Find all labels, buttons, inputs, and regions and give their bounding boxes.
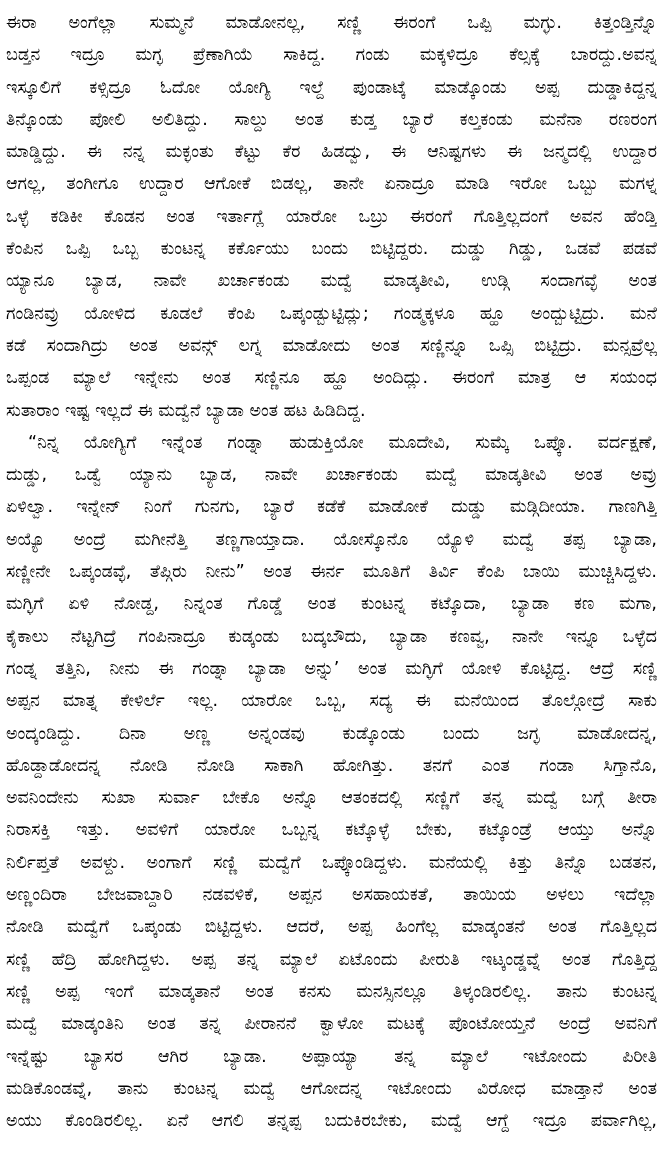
text-line: ಬಡ್ತನ ಇದ್ರೂ ಮಗ್ಳ ಪ್ರೆಣಾಗಿಯೆ ಸಾಕಿದ್ದ. ಗಂಡು ಮಕ್ಕಳಿದ್ರೂ ಕೆಲ್ಸಕ್ಕೆ ಬಾರದ್ದು.ಅವನ್ನ (6, 45, 657, 66)
text-line: ಮಡಿಕೊಂಡವ್ನೆ, ತಾನು ಕುಂಟನ್ನ ಮದ್ವೆ ಆಗೋದನ್ನ ಇಟೋಂದು ವಿರೋಧ ಮಾಡ್ತಾನೆ ಅಂತ (6, 1078, 657, 1099)
text-line: ಏಳಿಲ್ವಾ. ಇನ್ನೇನ್ ನಿಂಗೆ ಗುನಗು, ಬ್ಯಾರೆ ಕಡೆಕೆ ಮಾಡೋಕೆ ದುಡ್ಡು ಮಡ್ಗಿದೀಯಾ. ಗಾಣಗಿತ್ತಿ (6, 497, 657, 518)
text-line: ಕೆಂಪಿನ ಒಪ್ಪಿ ಒಬ್ಬ ಕುಂಟನ್ನ ಕರ್ಕೊಯು ಬಂದು ಬಿಟ್ಟಿದ್ದರು. ದುಡ್ಡು ಗಿಡ್ಡು, ಒಡವೆ ಪಡವೆ (6, 239, 657, 260)
text-line: ಇನ್ನೆಷ್ಟು ಬ್ಯಾಸರ ಆಗಿರ ಬ್ಯಾಡಾ. ಅಪ್ಪಾಯ್ಯಾ ತನ್ನ ಮ್ಯಾಲೆ ಇಟೋಂದು ಪಿರೀತಿ (6, 1046, 657, 1067)
text-line: ಆಗಲ್ಲ, ತಂಗೀಗೂ ಉದ್ದಾರ ಆಗೋಕೆ ಬಿಡಲ್ಲ, ತಾನೇ ಏನಾದ್ರೂ ಮಾಡಿ ಇರೋ ಒಬ್ಬು ಮಗಳ್ನ (6, 174, 657, 195)
text-line: ಅಪ್ಪನ ಮಾತ್ನ ಕೇಳಿರ್ಲೆ ಇಲ್ಲ. ಯಾರೋ ಒಬ್ಬ, ಸದ್ಯ ಈ ಮನೆಯಿಂದ ತೊಲ್ಗೋದ್ರೆ ಸಾಕು (6, 691, 657, 712)
text-line: ಮದ್ವೆ ಮಾಡ್ಕಂತಿನಿ ಅಂತ ತನ್ನ ಪೀರಾನನೆ ಕ್ವಾಳೋ ಮಟಕ್ಕೆ ಪೊಂಟೋಯ್ತನೆ ಅಂದ್ರೆ ಅವನಿಗೆ (6, 1014, 657, 1035)
kannada-text-body (6, 7, 657, 1170)
text-line: ಒಪ್ಪಂಡ ಮ್ಯಾಲೆ ಇನ್ನೇನು ಅಂತ ಸಣ್ಣಿನೂ ಹ್ಹೂ ಅಂದಿದ್ಲು. ಈರಂಗೆ ಮಾತ್ರ ಆ ಸಯಂಧ (6, 368, 657, 389)
text-line: ಇಸ್ಕೂಲಿಗೆ ಕಳ್ಸಿದ್ರೂ ಓದೋ ಯೋಗ್ಯಿ ಇಲ್ದೆ ಪುಂಡಾಟ್ಕೆ ಮಾಡ್ಕೊಂಡು ಅಪ್ಪ ದುಡ್ಡಾಕಿದ್ದನ್ನ (6, 77, 657, 98)
text-line: ಅವನಿಂದೇನು ಸುಖಾ ಸುರ್ವಾ ಬೇಕೊ ಅನ್ನೊ ಆತಂಕದಲ್ಲಿ ಸಣ್ಣಿಗೆ ತನ್ನ ಮದ್ವೆ ಬಗ್ಗೆ ತೀರಾ (6, 788, 657, 809)
text-line: “ನಿನ್ನ ಯೋಗ್ಯಿಗೆ ಇನ್ನೆಂತ ಗಂಡ್ನಾ ಹುಡುಕ್ತಿಯೋ ಮೂದೇವಿ, ಸುಮ್ಕೆ ಒಪ್ಕೊ. ವರ್ದಕ್ಷಣೆ, (28, 432, 657, 453)
text-line: ಸುತಾರಾಂ ಇಷ್ಟ ಇಲ್ಲದೆ ಈ ಮದ್ವೆನೆ ಬ್ಯಾಡಾ ಅಂತ ಹಟ ಹಿಡಿದಿದ್ದ. (6, 400, 366, 421)
text-line: ಗಂಡ್ನ ತತ್ತಿನಿ, ನೀನು ಈ ಗಂಡ್ನಾ ಬ್ಯಾಡಾ ಅನ್ನು’ ಅಂತ ಮಗ್ಳಿಗೆ ಯೋಳಿ ಕೊಟ್ಟಿದ್ದ. ಆದ್ರೆ ಸಣ್ಣಿ (6, 658, 657, 679)
text-line (6, 1137, 657, 1169)
text-line: ದುಡ್ಡು, ಒಡ್ವೆ ಯ್ಯಾನು ಬ್ಯಾಡ, ನಾವೇ ಖರ್ಚಾಕಂಡು ಮದ್ವೆ ಮಾಡ್ಕತೀವಿ ಅಂತ ಅವ್ರು (6, 465, 657, 486)
text-line: ಅಯು ಕೊಂಡಿರಲಿಲ್ಲ. ಏನೆ ಆಗಲಿ ತನ್ನಪ್ಪ ಬದುಕಿರಬೇಕು, ಮದ್ವೆ ಆಗ್ದೆ ಇದ್ರೂ ಪರ್ವಾಗಿಲ್ಲ, (6, 1111, 657, 1132)
text-line: ತಿನ್ಕೊಂಡು ಪೋಲಿ ಅಲಿತಿದ್ದು. ಸಾಲ್ದು ಅಂತ ಕುಡ್ತ ಬ್ಯಾರೆ ಕಲ್ತಕಂಡು ಮನೆನಾ ರಣರಂಗ (6, 109, 657, 130)
text-line: ಮಾಡ್ಡಿದ್ದು. ಈ ನನ್ನ ಮಕ್ಳಂತು ಕೆಟ್ಟು ಕೆರ ಹಿಡದ್ವು, ಈ ಆನಿಷ್ಟಗಳು ಈ ಜನ್ಮದಲ್ಲಿ ಉದ್ದಾರ (6, 142, 657, 163)
text-line: ಹೊಡ್ದಾಡೋದನ್ನ ನೋಡಿ ನೋಡಿ ಸಾಕಾಗಿ ಹೋಗಿತ್ತು. ತನಗೆ ಎಂತ ಗಂಡಾ ಸಿಗ್ತಾನೊ, (6, 755, 657, 776)
text-line: ಸಣ್ಣಿ ಅಪ್ಪ ಇಂಗೆ ಮಾಡ್ಕತಾನೆ ಅಂತ ಕನಸು ಮನಸ್ಸಿನಲ್ಲೂ ತಿಳ್ಕಂಡಿರಲಿಲ್ಲ. ತಾನು ಕುಂಟನ್ನ (6, 981, 657, 1002)
text-line: ಈರಾ ಅಂಗೆಲ್ಲಾ ಸುಮ್ಮನೆ ಮಾಡೋನಲ್ಲ, ಸಣ್ಣಿ ಈರಂಗೆ ಒಪ್ಪಿ ಮಗ್ಳು. ಕಿತ್ತಂಡ್ತಿನ್ನೊ (6, 13, 657, 33)
text-line: ಅಣ್ಣಂದಿರಾ ಬೇಜವಾಬ್ದಾರಿ ನಡವಳಿಕೆ, ಅಪ್ಪನ ಅಸಹಾಯಕತೆ, ತಾಯಿಯ ಅಳಲು ಇದೆಲ್ಲಾ (6, 885, 657, 906)
text-line: ಕೈಕಾಲು ನೆಟ್ಟಗಿದ್ರೆ ಗಂಪಿನಾದ್ರೂ ಕುಡ್ಕಂಡು ಬದ್ಕಬೌದು, ಬ್ಯಾಡಾ ಕಣವ್ವ, ನಾನೇ ಇನ್ನೂ ಒಳ್ಳೆದ (6, 626, 657, 647)
text-line: ಯ್ಯಾನೂ ಬ್ಯಾಡ, ನಾವೇ ಖರ್ಚಾಕಂಡು ಮದ್ವೆ ಮಾಡ್ಕತೀವಿ, ಉಡ್ಗಿ ಸಂದಾಗವ್ಳೆ ಅಂತ (6, 271, 657, 292)
text-line: ನಿರಾಸಕ್ತಿ ಇತ್ತು. ಅವಳಿಗೆ ಯಾರೋ ಒಬ್ಬನ್ನ ಕಟ್ಕೊಳ್ಳೆ ಬೇಕು, ಕಟ್ಕೊಂಡ್ರೆ ಆಯ್ತು ಅನ್ನೊ (6, 820, 657, 841)
text-line: ಅಯ್ಯೊ ಅಂದ್ರೆ ಮಗೀನೆತ್ತಿ ತಣ್ಣಗಾಯ್ತಾದಾ. ಯೋಸ್ಕೊನೊ ಯ್ಯೊಳಿ ಮದ್ವೆ ತಪ್ಪ ಬ್ಯಾಡಾ, (6, 529, 657, 550)
text-line: ಅಂದ್ಕಂಡಿದ್ದು. ದಿನಾ ಅಣ್ಣ ಅನ್ನಂಡವು ಕುಡ್ಕೊಂಡು ಬಂದು ಜಗ್ಳ ಮಾಡೋದನ್ನ, (6, 723, 657, 744)
text-line: ಸಣ್ಣೀನೇ ಒಪ್ಕಂಡವ್ಳೆ, ತೆಪ್ಗಿರು ನೀನು” ಅಂತ ಈರ್ನ ಮೂತಿಗೆ ತಿರ್ವಿ ಕೆಂಪಿ ಬಾಯಿ ಮುಚ್ಚಿಸಿದ್ದಳು. (6, 562, 657, 583)
text-line: ಒಳ್ಳೆ ಕಡಿಕೀ ಕೊಡನ ಅಂತ ಇರ್ತಾಗ್ಲೆ ಯಾರೋ ಒಬ್ರು ಈರಂಗೆ ಗೊತ್ತಿಲ್ಲದಂಗೆ ಅವನ ಹೆಂಡ್ತಿ (6, 206, 657, 227)
text-line: ಗಂಡಿನವ್ರು ಯೋಳಿದ ಕೂಡಲೆ ಕೆಂಪಿ ಒಪ್ಕಂಡ್ಬುಟ್ಟಿದ್ಲು; ಗಂಡ್ಮಕ್ಕಳೂ ಹ್ಹೂ ಅಂದ್ಬುಟ್ಟಿದ್ರು. ಮನೆ (6, 303, 657, 324)
text-line: ಕಡೆ ಸಂದಾಗಿದ್ರು ಅಂತ ಅವನ್ಗ್ ಲಗ್ನ ಮಾಡೋದು ಅಂತ ಸಣ್ಣಿನ್ನೂ ಒಪ್ಸಿ ಬಿಟ್ಟಿದ್ರು. ಮನ್ಸವ್ರೆಲ್ಲ (6, 335, 657, 356)
text-line: ನೋಡಿ ಮದ್ವೆಗೆ ಒಪ್ಕಂಡು ಬಿಟ್ಟಿದ್ದಳು. ಆದರೆ, ಅಪ್ಪ ಹಿಂಗೆಲ್ಲ ಮಾಡ್ಕಂತನೆ ಅಂತ ಗೊತ್ತಿಲ್ಲದ (6, 917, 657, 938)
text-line: ನಿರ್ಲಿಪ್ತತೆ ಅವಳ್ದು. ಅಂಗಾಗೆ ಸಣ್ಣಿ ಮದ್ವೆಗೆ ಒಪ್ಕೊಂಡಿದ್ದಳು. ಮನೆಯಲ್ಲಿ ಕಿತ್ತು ತಿನ್ನೊ ಬಡತನ, (6, 852, 657, 873)
text-line: ಸಣ್ಣಿ ಹೆದ್ರಿ ಹೋಗಿದ್ದಳು. ಅಪ್ಪ ತನ್ನ ಮ್ಯಾಲೆ ಏಟೊಂದು ಪೀರುತಿ ಇಟ್ಕಂಡ್ಡವ್ನೆ ಅಂತ ಗೊತ್ತಿದ್ದ (6, 949, 657, 970)
text-line: ಮಗ್ಳಿಗೆ ಏಳಿ ನೋಡ್ದ, ನಿನ್ನಂತ ಗೊಡ್ಡೆ ಅಂತ ಕುಂಟನ್ನ ಕಟ್ಕೊದಾ, ಬ್ಯಾಡಾ ಕಣ ಮಗಾ, (6, 594, 657, 615)
